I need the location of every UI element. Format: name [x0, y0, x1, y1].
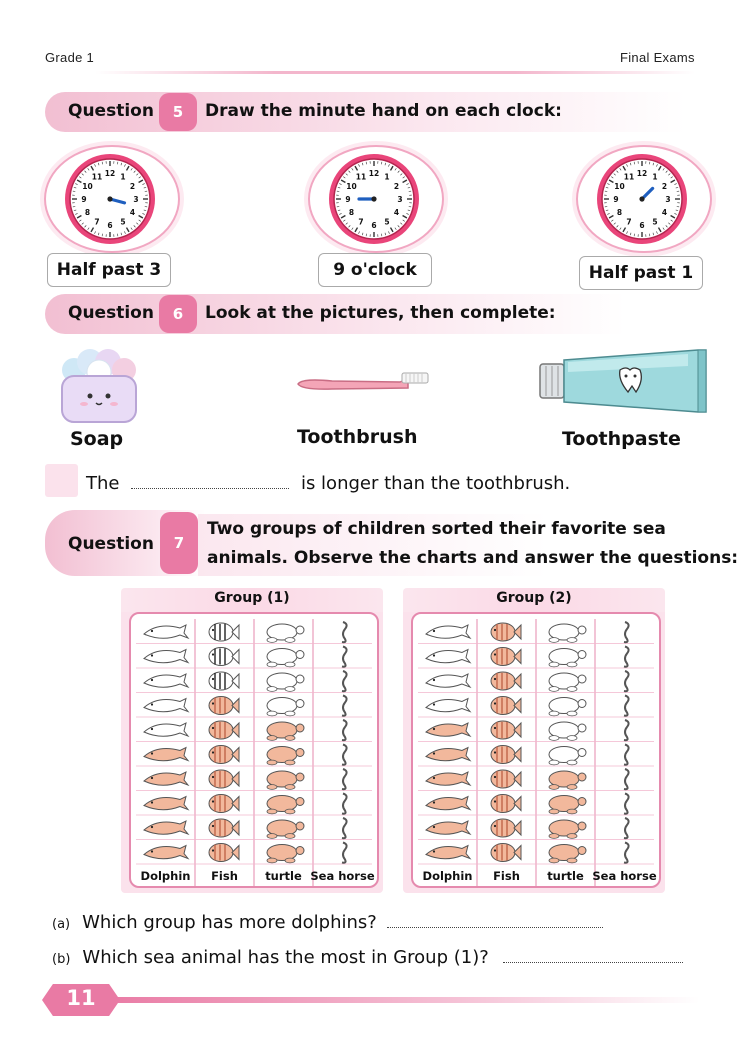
turtle-flipper — [267, 809, 277, 814]
fish-icon — [209, 648, 233, 666]
column-fish — [491, 623, 521, 862]
q6-sentence — [86, 473, 570, 494]
footer-rule — [100, 997, 700, 1003]
dolphin-icon — [144, 748, 188, 761]
turtle-head — [296, 847, 304, 855]
column-seahorse — [624, 622, 629, 863]
question-b-tag: (b) — [52, 952, 71, 967]
clock-numeral: 1 — [120, 172, 126, 182]
q7-number-badge: 7 — [160, 512, 198, 574]
turtle-head — [296, 822, 304, 830]
turtle-head — [578, 822, 586, 830]
seahorse-icon — [624, 647, 629, 667]
fish-icon — [209, 819, 233, 837]
clock-numeral: 8 — [616, 208, 623, 217]
dolphin-icon — [426, 846, 470, 859]
clock-numeral: 6 — [107, 221, 113, 230]
clock-numeral: 10 — [346, 182, 357, 191]
clock-numeral: 12 — [636, 169, 648, 178]
turtle-flipper — [567, 711, 577, 716]
toothpaste-label: Toothpaste — [562, 428, 681, 450]
fish-tail — [514, 625, 521, 639]
dolphin-eye — [433, 777, 435, 779]
category-label: Dolphin — [140, 869, 191, 883]
clock-numeral: 9 — [613, 195, 619, 204]
turtle-head — [578, 798, 586, 806]
turtle-flipper — [285, 736, 295, 741]
fish-icon — [209, 672, 233, 690]
turtle-flipper — [567, 834, 577, 839]
toothbrush-label: Toothbrush — [297, 426, 418, 448]
turtle-flipper — [549, 687, 559, 692]
fish-eye — [212, 653, 214, 655]
dolphin-icon — [426, 699, 470, 712]
column-fish — [209, 623, 239, 862]
turtle-head — [296, 798, 304, 806]
clock-numeral: 2 — [661, 182, 668, 191]
fish-tail — [232, 723, 239, 737]
fish-tail — [232, 650, 239, 664]
seahorse-icon — [624, 769, 629, 789]
dolphin-eye — [151, 654, 153, 656]
dolphin-icon — [144, 650, 188, 663]
fish-eye — [494, 800, 496, 802]
dolphin-icon — [144, 723, 188, 736]
fish-eye — [494, 849, 496, 851]
fish-icon — [209, 746, 233, 764]
clock-numeral: 2 — [129, 182, 136, 191]
header-rule — [95, 71, 695, 74]
fish-eye — [212, 751, 214, 753]
dolphin-eye — [433, 752, 435, 754]
fish-tail — [232, 772, 239, 786]
clock-numeral: 11 — [623, 172, 635, 182]
exam-label: Final Exams — [620, 50, 695, 65]
turtle-flipper — [285, 834, 295, 839]
turtle-head — [296, 724, 304, 732]
seahorse-icon — [624, 696, 629, 716]
fish-tail — [514, 674, 521, 688]
category-label: Fish — [211, 869, 238, 883]
fish-tail — [514, 748, 521, 762]
seahorse-icon — [342, 794, 347, 814]
fish-eye — [212, 849, 214, 851]
fish-icon — [209, 795, 233, 813]
category-label: Dolphin — [422, 869, 473, 883]
clock-1-label: Half past 3 — [47, 253, 171, 287]
q5-title: Draw the minute hand on each clock: — [205, 101, 562, 121]
fish-eye — [494, 629, 496, 631]
fish-icon — [491, 819, 515, 837]
pictograph-group-2 — [403, 588, 665, 893]
chart-1-title: Group (1) — [214, 590, 290, 606]
clock-3[interactable] — [592, 145, 692, 253]
dolphin-eye — [433, 703, 435, 705]
dolphin-eye — [151, 850, 153, 852]
question-b-blank[interactable] — [503, 962, 683, 963]
pictograph-group-1 — [121, 588, 383, 893]
clock-3-label: Half past 1 — [579, 256, 703, 290]
clock-numeral: 3 — [397, 195, 403, 204]
seahorse-icon — [624, 794, 629, 814]
q5-number-badge: 5 — [159, 93, 197, 131]
clock-numeral: 2 — [393, 182, 400, 191]
category-label: turtle — [265, 869, 302, 883]
dolphin-eye — [151, 752, 153, 754]
chart-2-body — [411, 612, 661, 888]
column-turtle — [267, 624, 304, 863]
turtle-head — [578, 749, 586, 757]
column-seahorse — [342, 622, 347, 863]
turtle-flipper — [549, 834, 559, 839]
turtle-head — [296, 749, 304, 757]
turtle-flipper — [285, 687, 295, 692]
turtle-flipper — [267, 736, 277, 741]
turtle-flipper — [285, 785, 295, 790]
turtle-flipper — [549, 785, 559, 790]
q6-number-badge: 6 — [159, 295, 197, 333]
fish-eye — [494, 678, 496, 680]
clock-center — [371, 196, 376, 201]
fish-icon — [491, 672, 515, 690]
clock-numeral: 6 — [639, 221, 645, 230]
fish-icon — [491, 795, 515, 813]
seahorse-icon — [342, 843, 347, 863]
fish-icon — [491, 770, 515, 788]
clock-numeral: 12 — [104, 169, 116, 178]
clock-2[interactable] — [324, 145, 424, 253]
seahorse-icon — [342, 720, 347, 740]
turtle-head — [296, 675, 304, 683]
dolphin-eye — [151, 630, 153, 632]
clock-numeral: 4 — [393, 208, 400, 217]
soap-image — [52, 348, 148, 428]
fish-tail — [232, 699, 239, 713]
clock-numeral: 4 — [661, 208, 668, 217]
grade-label: Grade 1 — [45, 50, 95, 65]
turtle-head — [578, 700, 586, 708]
chart-2-grid — [413, 614, 659, 886]
fish-tail — [514, 772, 521, 786]
turtle-flipper — [285, 760, 295, 765]
question-b — [52, 947, 683, 968]
sentence-start: The — [86, 473, 120, 494]
dolphin-eye — [433, 630, 435, 632]
clock-numeral: 12 — [368, 169, 380, 178]
seahorse-icon — [624, 622, 629, 642]
turtle-flipper — [549, 809, 559, 814]
dolphin-eye — [433, 654, 435, 656]
q7-title-line1: Two groups of children sorted their favorite sea — [207, 519, 666, 539]
question-a-tag: (a) — [52, 917, 71, 932]
dolphin-eye — [433, 679, 435, 681]
toothbrush-image — [292, 368, 432, 398]
dolphin-eye — [151, 728, 153, 730]
column-turtle — [549, 624, 586, 863]
turtle-head — [296, 700, 304, 708]
category-label: Fish — [493, 869, 520, 883]
fish-eye — [212, 702, 214, 704]
seahorse-icon — [624, 818, 629, 838]
clock-numeral: 7 — [358, 217, 364, 227]
dolphin-icon — [144, 674, 188, 687]
dolphin-eye — [151, 777, 153, 779]
sentence-end: is longer than the toothbrush. — [300, 473, 571, 494]
clock-center — [639, 196, 644, 201]
seahorse-icon — [624, 720, 629, 740]
turtle-flipper — [567, 638, 577, 643]
clock-numeral: 4 — [129, 208, 136, 217]
clock-numeral: 7 — [94, 217, 100, 227]
turtle-flipper — [567, 736, 577, 741]
turtle-flipper — [567, 809, 577, 814]
fish-eye — [212, 776, 214, 778]
fish-tail — [514, 797, 521, 811]
turtle-flipper — [267, 760, 277, 765]
toothpaste-image — [538, 346, 710, 416]
turtle-head — [578, 847, 586, 855]
turtle-flipper — [549, 662, 559, 667]
sentence-blank[interactable] — [131, 488, 289, 489]
dolphin-icon — [144, 821, 188, 834]
question-a-text: Which group has more dolphins? — [82, 912, 377, 933]
dolphin-eye — [433, 728, 435, 730]
turtle-flipper — [267, 638, 277, 643]
dolphin-icon — [426, 748, 470, 761]
clock-numeral: 5 — [384, 217, 390, 227]
fish-tail — [514, 699, 521, 713]
dolphin-eye — [433, 850, 435, 852]
clock-numeral: 7 — [626, 217, 632, 227]
chart-1-grid — [131, 614, 377, 886]
seahorse-icon — [342, 622, 347, 642]
fish-icon — [491, 623, 515, 641]
fish-icon — [491, 648, 515, 666]
fish-eye — [212, 629, 214, 631]
dolphin-icon — [144, 699, 188, 712]
fish-tail — [514, 821, 521, 835]
fish-icon — [209, 770, 233, 788]
clock-numeral: 11 — [91, 172, 103, 182]
question-a-blank[interactable] — [387, 927, 603, 928]
fish-tail — [232, 821, 239, 835]
turtle-head — [296, 626, 304, 634]
fish-eye — [494, 751, 496, 753]
fish-tail — [232, 674, 239, 688]
clock-numeral: 1 — [384, 172, 390, 182]
category-label: turtle — [547, 869, 584, 883]
turtle-flipper — [567, 687, 577, 692]
turtle-head — [578, 651, 586, 659]
answer-box[interactable] — [45, 464, 78, 497]
clock-numeral: 11 — [355, 172, 367, 182]
q7-title-line2: animals. Observe the charts and answer the questions: — [207, 548, 739, 568]
dolphin-icon — [426, 772, 470, 785]
clock-numeral: 10 — [82, 182, 93, 191]
clock-numeral: 3 — [133, 195, 139, 204]
seahorse-icon — [342, 769, 347, 789]
dolphin-icon — [144, 772, 188, 785]
dolphin-icon — [426, 625, 470, 638]
fish-eye — [494, 653, 496, 655]
turtle-head — [296, 773, 304, 781]
turtle-flipper — [549, 638, 559, 643]
dolphin-icon — [144, 797, 188, 810]
turtle-flipper — [285, 638, 295, 643]
turtle-flipper — [567, 760, 577, 765]
dolphin-eye — [151, 801, 153, 803]
fish-eye — [494, 702, 496, 704]
turtle-flipper — [285, 858, 295, 863]
clock-1[interactable] — [60, 145, 160, 253]
fish-icon — [491, 844, 515, 862]
clock-numeral: 1 — [652, 172, 658, 182]
clock-numeral: 3 — [665, 195, 671, 204]
seahorse-icon — [342, 671, 347, 691]
clock-numeral: 9 — [81, 195, 87, 204]
turtle-flipper — [267, 662, 277, 667]
clock-numeral: 6 — [371, 221, 377, 230]
dolphin-icon — [426, 674, 470, 687]
turtle-flipper — [267, 687, 277, 692]
fish-icon — [491, 697, 515, 715]
turtle-flipper — [285, 662, 295, 667]
turtle-flipper — [567, 785, 577, 790]
clock-center — [107, 196, 112, 201]
dolphin-icon — [144, 625, 188, 638]
dolphin-icon — [426, 723, 470, 736]
fish-eye — [212, 800, 214, 802]
clock-numeral: 9 — [345, 195, 351, 204]
question-b-text: Which sea animal has the most in Group (1)? — [82, 947, 489, 968]
turtle-head — [578, 724, 586, 732]
turtle-head — [578, 773, 586, 781]
turtle-head — [578, 675, 586, 683]
fish-icon — [491, 721, 515, 739]
dolphin-eye — [433, 801, 435, 803]
soap-label: Soap — [70, 428, 124, 450]
dolphin-icon — [426, 797, 470, 810]
fish-tail — [232, 846, 239, 860]
turtle-flipper — [267, 711, 277, 716]
seahorse-icon — [342, 696, 347, 716]
q6-label: Question — [68, 303, 154, 323]
turtle-flipper — [567, 662, 577, 667]
fish-eye — [212, 727, 214, 729]
turtle-head — [578, 626, 586, 634]
fish-tail — [514, 650, 521, 664]
dolphin-eye — [151, 826, 153, 828]
fish-tail — [514, 723, 521, 737]
category-label: Sea horse — [310, 869, 375, 883]
fish-eye — [212, 678, 214, 680]
fish-icon — [491, 746, 515, 764]
question-a — [52, 912, 603, 933]
seahorse-icon — [624, 745, 629, 765]
seahorse-icon — [342, 647, 347, 667]
dolphin-eye — [151, 703, 153, 705]
turtle-flipper — [285, 711, 295, 716]
fish-icon — [209, 844, 233, 862]
fish-tail — [232, 625, 239, 639]
fish-tail — [514, 846, 521, 860]
clock-numeral: 5 — [652, 217, 658, 227]
chart-1-body — [129, 612, 379, 888]
fish-icon — [209, 623, 233, 641]
q5-label: Question — [68, 101, 154, 121]
fish-icon — [209, 721, 233, 739]
fish-eye — [494, 727, 496, 729]
fish-icon — [209, 697, 233, 715]
turtle-flipper — [549, 760, 559, 765]
turtle-flipper — [267, 785, 277, 790]
dolphin-eye — [151, 679, 153, 681]
clock-numeral: 8 — [348, 208, 355, 217]
clock-numeral: 10 — [614, 182, 625, 191]
page-number: 11 — [66, 986, 96, 1010]
category-label: Sea horse — [592, 869, 657, 883]
turtle-flipper — [267, 858, 277, 863]
dolphin-eye — [433, 826, 435, 828]
q6-title: Look at the pictures, then complete: — [205, 303, 556, 323]
turtle-flipper — [549, 736, 559, 741]
turtle-flipper — [567, 858, 577, 863]
seahorse-icon — [624, 671, 629, 691]
clock-numeral: 8 — [84, 208, 91, 217]
dolphin-icon — [426, 821, 470, 834]
turtle-flipper — [267, 834, 277, 839]
dolphin-icon — [144, 846, 188, 859]
clock-2-label: 9 o'clock — [318, 253, 432, 287]
turtle-head — [296, 651, 304, 659]
seahorse-icon — [624, 843, 629, 863]
turtle-flipper — [549, 858, 559, 863]
clock-numeral: 5 — [120, 217, 126, 227]
fish-tail — [232, 797, 239, 811]
fish-eye — [494, 776, 496, 778]
fish-tail — [232, 748, 239, 762]
fish-eye — [494, 825, 496, 827]
turtle-flipper — [285, 809, 295, 814]
seahorse-icon — [342, 745, 347, 765]
fish-eye — [212, 825, 214, 827]
seahorse-icon — [342, 818, 347, 838]
dolphin-icon — [426, 650, 470, 663]
q7-label: Question — [68, 534, 154, 554]
turtle-flipper — [549, 711, 559, 716]
chart-2-title: Group (2) — [496, 590, 572, 606]
